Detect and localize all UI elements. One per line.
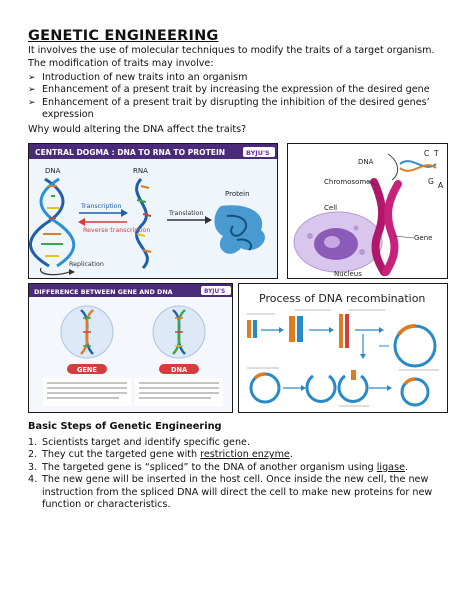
figure-title: DIFFERENCE BETWEEN GENE AND DNA — [34, 288, 173, 296]
gene-vs-dna-figure — [28, 283, 233, 413]
list-item: 3. The targeted gene is “spliced” to the DNA of another organism using ligase. — [28, 461, 409, 473]
figure-title: Process of DNA recombination — [259, 292, 426, 305]
gene-label: Gene — [414, 234, 433, 242]
cell-label: Cell — [324, 204, 338, 212]
list-item: 4. The new gene will be inserted in the host cell. Once inside the new cell, the new instruction from the spliced DNA will direct the cell to make new proteins for new function or characteristics. — [28, 474, 433, 511]
dna-label: DNA — [45, 167, 61, 175]
list-item: 1. Scientists target and identify specific gene. — [28, 437, 250, 448]
page-title: GENETIC ENGINEERING — [28, 28, 219, 44]
transcription-label: Transcription — [81, 203, 122, 210]
brand-logo: BYJU'S — [204, 289, 226, 295]
arrow-bullet-icon: ➢ — [28, 73, 36, 83]
dna-helix-icon — [30, 179, 73, 266]
trait-list — [28, 72, 453, 122]
steps-heading: Basic Steps of Genetic Engineering — [28, 421, 222, 432]
base-label: A — [438, 181, 444, 190]
base-label: T — [434, 149, 439, 158]
protein-icon — [214, 205, 265, 254]
dna-label: DNA — [358, 158, 374, 166]
ligase-link[interactable]: ligase — [376, 461, 405, 473]
figure-title: CENTRAL DOGMA : DNA TO RNA TO PROTEIN — [35, 148, 226, 157]
nucleus-label: Nucleus — [334, 270, 362, 278]
base-label: G — [428, 177, 434, 186]
reverse-transcription-label: Reverse transcription — [83, 227, 151, 234]
dna-badge: DNA — [171, 366, 188, 374]
steps-list — [28, 437, 453, 511]
base-label: C — [424, 149, 430, 158]
rna-strand-icon — [137, 179, 151, 268]
chromosome-label: Chromosome — [324, 178, 371, 186]
central-dogma-figure — [28, 143, 278, 279]
cell-dna-figure — [287, 143, 448, 279]
translation-label: Translation — [169, 210, 204, 217]
list-item: ➢ Enhancement of a present trait by disrupting the inhibition of the desired genes’ expression — [28, 96, 430, 121]
brand-logo: BYJU'S — [246, 149, 270, 157]
list-item: 2. They cut the targeted gene with restriction enzyme. — [28, 449, 293, 461]
question-text: Why would altering the DNA affect the traits? — [28, 124, 247, 135]
replication-label: Replication — [69, 261, 104, 268]
intro-paragraph: It involves the use of molecular techniques to modify the traits of a target organism. The modification of traits may involve: — [28, 45, 435, 69]
rna-label: RNA — [133, 167, 148, 175]
list-item: ➢ Introduction of new traits into an organism — [28, 72, 248, 83]
restriction-enzyme-link[interactable]: restriction enzyme — [200, 449, 290, 461]
list-item: ➢ Enhancement of a present trait by increasing the expression of the desired gene — [28, 84, 430, 96]
protein-label: Protein — [225, 190, 250, 198]
gene-badge: GENE — [77, 366, 97, 374]
arrow-bullet-icon: ➢ — [28, 97, 36, 108]
arrow-bullet-icon: ➢ — [28, 85, 36, 96]
dna-recombination-figure — [238, 283, 448, 413]
